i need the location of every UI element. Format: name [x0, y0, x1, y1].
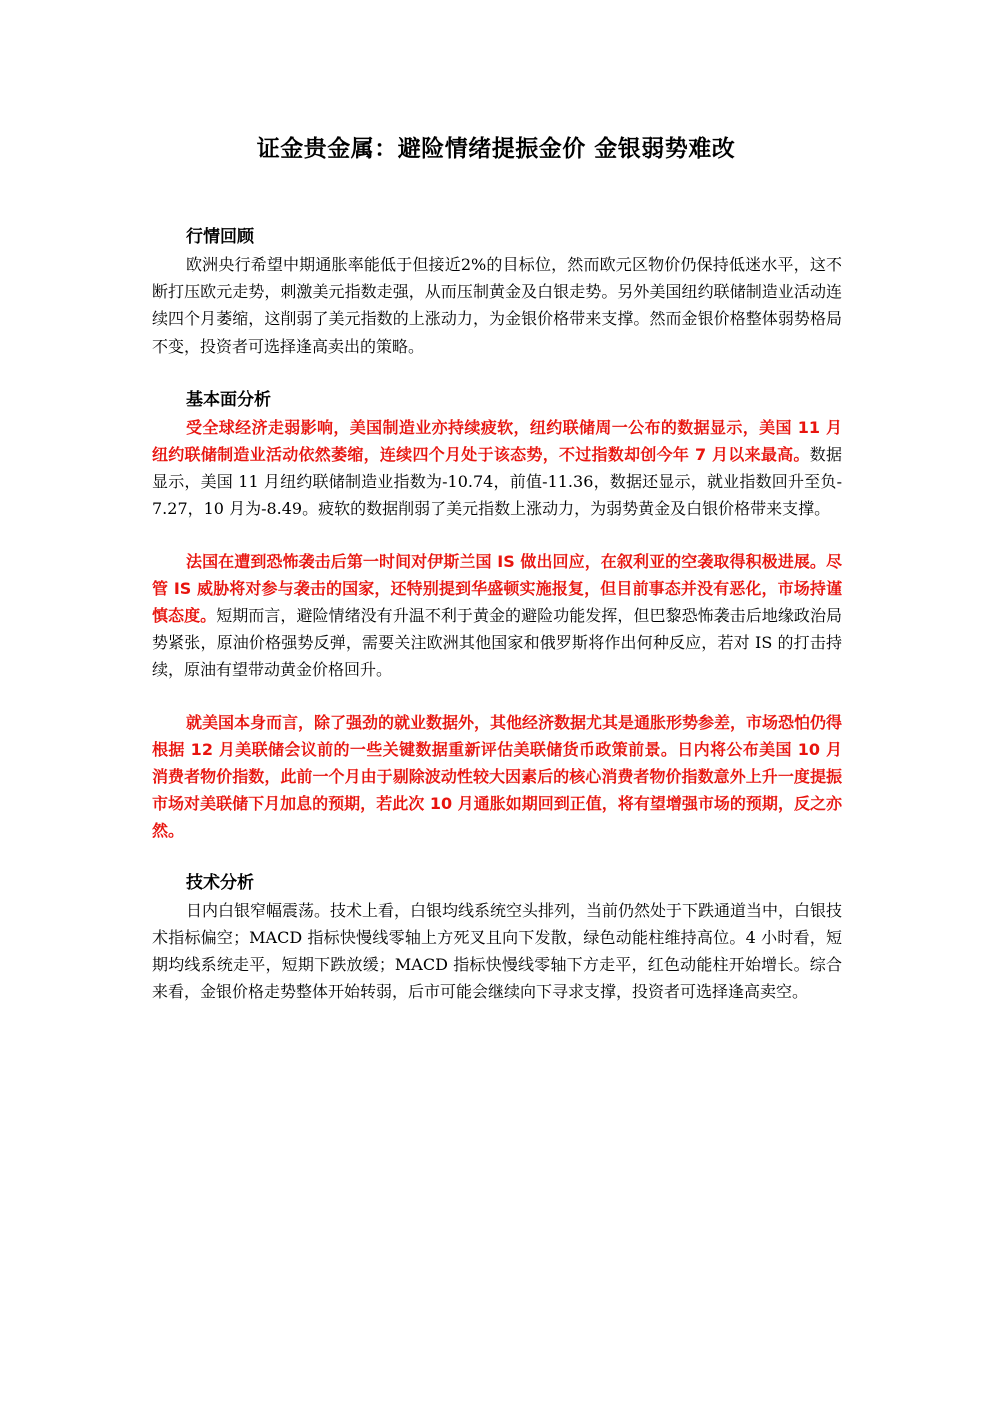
- fundamental-paragraph-3: [152, 709, 842, 845]
- fundamental-paragraph-2: [152, 548, 842, 684]
- fundamental-paragraph-1: [152, 414, 842, 523]
- body-text: 短期而言，避险情绪没有升温不利于黄金的避险功能发挥，但巴黎恐怖袭击后地缘政治局势紧张，原油价格强势反弹，需要关注欧洲其他国家和俄罗斯将作出何种反应，若对 IS 的打击持续，原油有望带动黄金价格回升。: [152, 606, 842, 680]
- highlight-text: 受全球经济走弱影响，美国制造业亦持续疲软，纽约联储周一公布的数据显示，美国 11 月纽约联储制造业活动依然萎缩，连续四个月处于该态势，不过指数却创今年 7 月以来最高。: [152, 417, 842, 465]
- section-heading-technical: 技术分析: [186, 872, 254, 893]
- spacer: [152, 523, 842, 548]
- spacer: [152, 360, 842, 387]
- spacer: [152, 684, 842, 709]
- highlight-text: 就美国本身而言，除了强劲的就业数据外，其他经济数据尤其是通胀形势参差，市场恐怕仍得根据 12 月美联储会议前的一些关键数据重新评估美联储货币政策前景。日内将公布美国 10 月消费者物价指数，此前一个月由于剔除波动性较大因素后的核心消费者物价指数意外上升一度提振市场对美联储下月加息的预期，若此次 10 月通胀如期回到正值，将有望增强市场的预期，反之亦然。: [152, 712, 843, 841]
- technical-paragraph: 日内白银窄幅震荡。技术上看，白银均线系统空头排列，当前仍然处于下跌通道当中，白银技术指标偏空；MACD 指标快慢线零轴上方死叉且向下发散，绿色动能柱维持高位。4 小时看，短期均线系统走平，短期下跌放缓；MACD 指标快慢线零轴下方走平，红色动能柱开始增长。综合来看，金银价格走势整体开始转弱，后市可能会继续向下寻求支撑，投资者可选择逢高卖空。: [152, 900, 843, 1002]
- section-heading-review: 行情回顾: [186, 227, 254, 247]
- body-text: 数据显示，美国 11 月纽约联储制造业指数为-10.74，前值-11.36，数据还显示，就业指数回升至负-7.27，10 月为-8.49。疲软的数据削弱了美元指数上涨动力，为弱势黄金及白银价格带来支撑。: [152, 445, 842, 519]
- review-paragraph: 欧洲央行希望中期通胀率能低于但接近2%的目标位，然而欧元区物价仍保持低迷水平，这不断打压欧元走势，刺激美元指数走强，从而压制黄金及白银走势。另外美国纽约联储制造业活动连续四个月萎缩，这削弱了美元指数的上涨动力，为金银价格带来支撑。然而金银价格整体弱势格局不变，投资者可选择逢高卖出的策略。: [152, 255, 842, 356]
- document-body: [152, 224, 842, 1005]
- document-title: 证金贵金属：避险情绪提振金价 金银弱势难改: [256, 136, 736, 162]
- highlight-text: 法国在遭到恐怖袭击后第一时间对伊斯兰国 IS 做出回应，在叙利亚的空袭取得积极进展。尽管 IS 威胁将对参与袭击的国家，还特别提到华盛顿实施报复，但目前事态并没有恶化，市场持谨慎态度。: [152, 551, 842, 626]
- spacer: [152, 845, 842, 870]
- section-heading-fundamental: 基本面分析: [186, 389, 271, 410]
